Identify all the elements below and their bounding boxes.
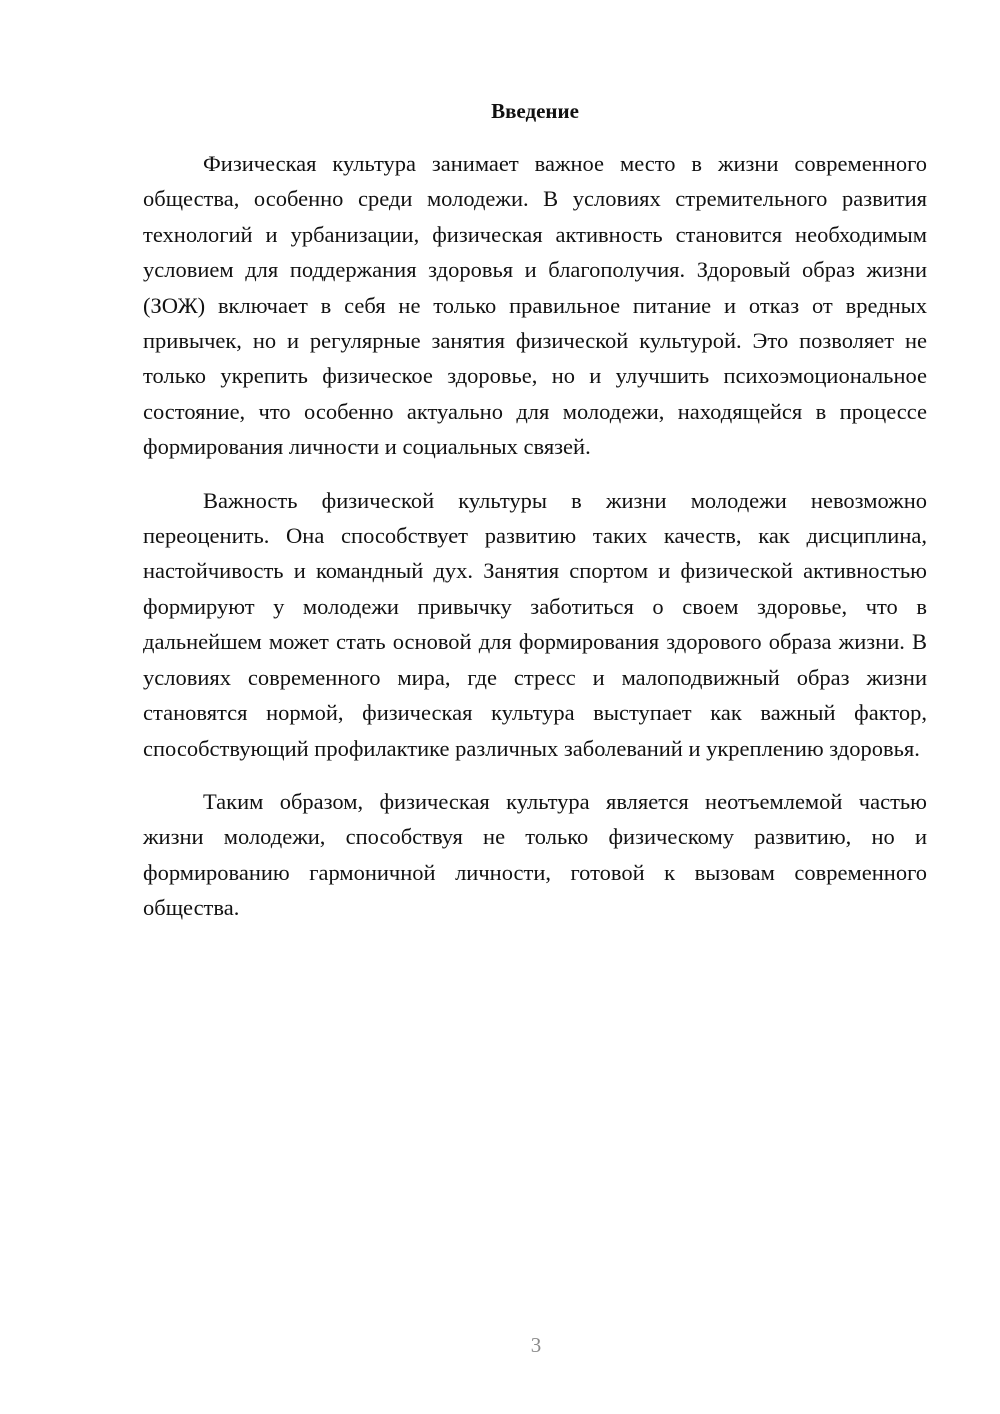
- paragraph-1: Физическая культура занимает важное место в жизни современного общества, особенно среди молодежи. В условиях стремительного развития технологий и урбанизации, физическая активность становится необходимым условием для поддержания здоровья и благополучия. Здоровый образ жизни (ЗОЖ) включает в себя не только правильное питание и отказ от вредных привычек, но и регулярные занятия физической культурой. Это позволяет не только укрепить физическое здоровье, но и улучшить психоэмоциональное состояние, что особенно актуально для молодежи, находящейся в процессе формирования личности и социальных связей.: [143, 151, 927, 460]
- paragraph-3: Таким образом, физическая культура является неотъемлемой частью жизни молодежи, способствуя не только физическому развитию, но и формированию гармоничной личности, готовой к вызовам современного общества.: [143, 788, 927, 921]
- page-content: [143, 96, 927, 944]
- paragraph-2: Важность физической культуры в жизни молодежи невозможно переоценить. Она способствует развитию таких качеств, как дисциплина, настойчивость и командный дух. Занятия спортом и физической активностью формируют у молодежи привычку заботиться о своем здоровье, что в дальнейшем может стать основой для формирования здорового образа жизни. В условиях современного мира, где стресс и малоподвижный образ жизни становятся нормой, физическая культура выступает как важный фактор, способствующий профилактике различных заболеваний и укреплению здоровья.: [143, 487, 927, 761]
- page-number: 3: [530, 1333, 542, 1357]
- section-title: Введение: [491, 99, 579, 123]
